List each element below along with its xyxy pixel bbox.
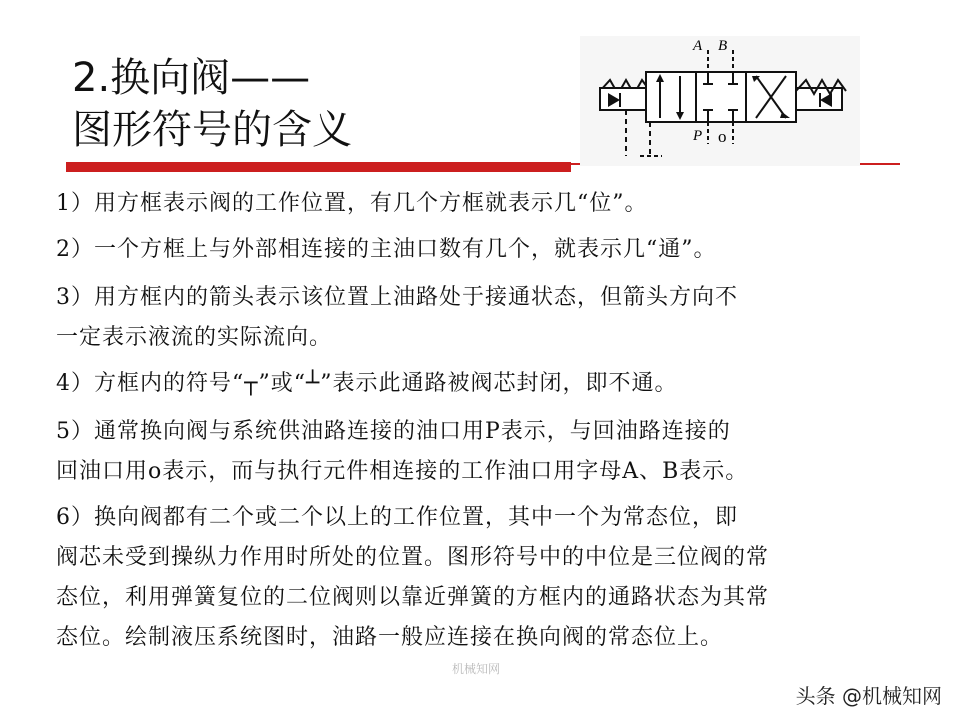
- text-line-2: 2）一个方框上与外部相连接的主油口数有几个，就表示几“通”。: [56, 237, 717, 262]
- text-line-9: 阀芯未受到操纵力作用时所处的位置。图形符号中的中位是三位阀的常: [56, 545, 770, 570]
- text-line-1: 1）用方框表示阀的工作位置，有几个方框就表示几“位”。: [56, 191, 648, 216]
- text-line-8: 6）换向阀都有二个或二个以上的工作位置，其中一个为常态位，即: [56, 505, 738, 530]
- slide-title: [72, 52, 352, 156]
- port-label-b: B: [718, 38, 728, 54]
- port-label-a: A: [693, 38, 703, 54]
- accent-bar: [66, 162, 571, 172]
- text-line-5: 4）方框内的符号“┬”或“┴”表示此通路被阀芯封闭，即不通。: [56, 371, 678, 396]
- port-label-o: o: [718, 127, 727, 146]
- text-line-11: 态位。绘制液压系统图时，油路一般应连接在换向阀的常态位上。: [56, 625, 724, 650]
- valve-symbol-diagram: [580, 36, 860, 166]
- text-line-3: 3）用方框内的箭头表示该位置上油路处于接通状态，但箭头方向不: [56, 285, 738, 310]
- text-line-10: 态位，利用弹簧复位的二位阀则以靠近弹簧的方框内的通路状态为其常: [56, 585, 770, 610]
- left-actuator: [600, 88, 646, 110]
- text-line-7: 回油口用o表示，而与执行元件相连接的工作油口用字母A、B表示。: [56, 459, 749, 484]
- watermark: 机械知网: [452, 662, 501, 676]
- accent-line-right: [860, 163, 900, 165]
- title-line-2: 图形符号的含义: [72, 107, 352, 153]
- valve-body: [646, 72, 796, 122]
- source-credit: 头条 @机械知网: [795, 684, 942, 708]
- text-line-4: 一定表示液流的实际流向。: [56, 325, 333, 350]
- port-label-p: P: [693, 128, 703, 144]
- title-line-1: 2.换向阀——: [72, 55, 311, 101]
- text-line-6: 5）通常换向阀与系统供油路连接的油口用P表示，与回油路连接的: [56, 419, 731, 444]
